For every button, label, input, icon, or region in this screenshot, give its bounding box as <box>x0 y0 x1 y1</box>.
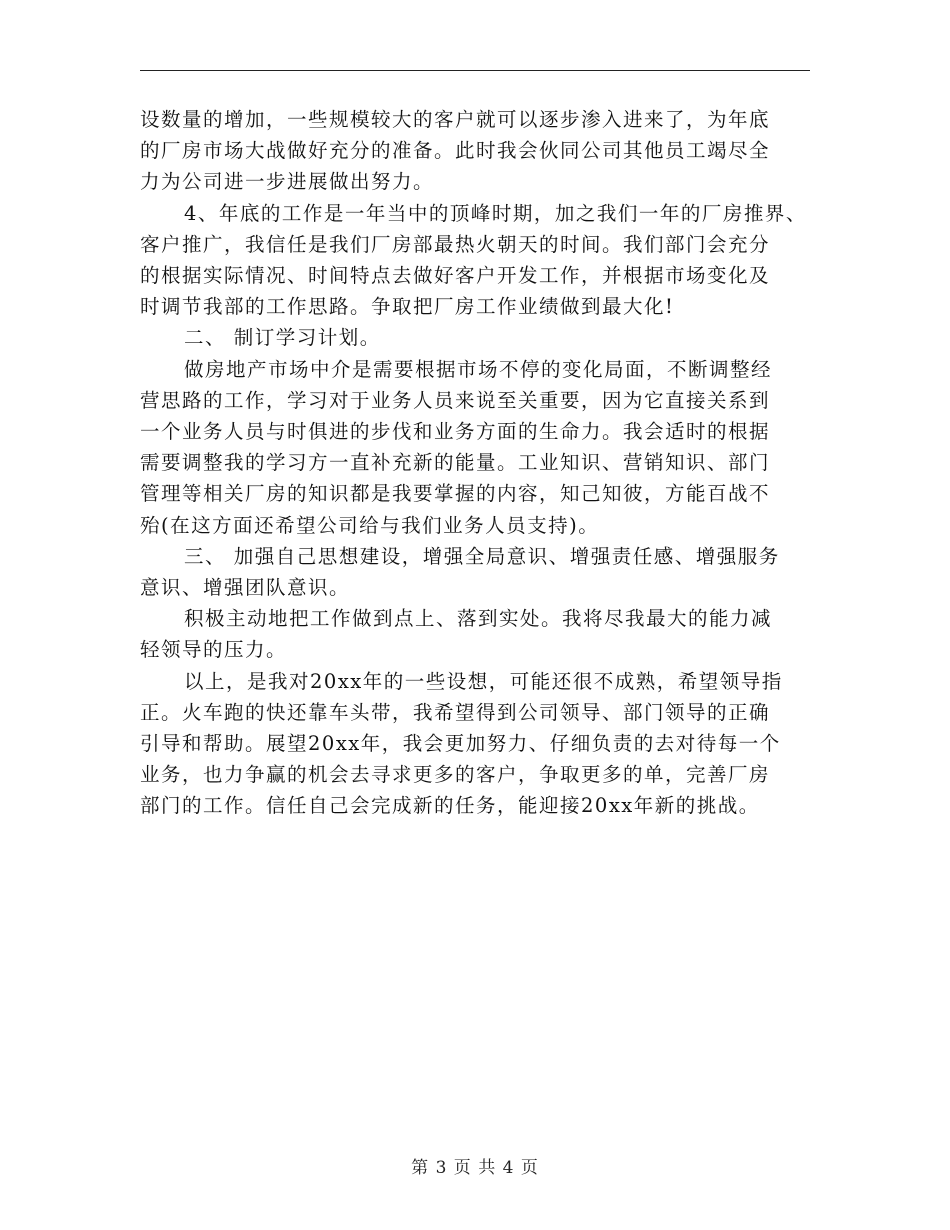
page-number: 第 3 页 共 4 页 <box>411 1158 539 1178</box>
section-heading: 三、 加强自己思想建设，增强全局意识、增强责任感、增强服务 <box>184 544 780 568</box>
text-line: 引导和帮助。展望20xx年，我会更加努力、仔细负责的去对待每一个 <box>140 732 781 756</box>
text-line: 正。火车跑的快还靠车头带，我希望得到公司领导、部门领导的正确 <box>140 700 771 724</box>
text-line: 的根据实际情况、时间特点去做好客户开发工作，并根据市场变化及 <box>140 264 771 288</box>
page-footer <box>0 1153 950 1178</box>
text-line: 意识、增强团队意识。 <box>140 576 351 600</box>
text-line: 力为公司进一步进展做出努力。 <box>140 170 435 194</box>
text-line: 业务，也力争赢的机会去寻求更多的客户，争取更多的单，完善厂房 <box>140 763 771 787</box>
text-line: 营思路的工作，学习对于业务人员来说至关重要，因为它直接关系到 <box>140 388 771 412</box>
text-line: 4、年底的工作是一年当中的顶峰时期，加之我们一年的厂房推界、 <box>184 201 807 225</box>
text-line: 做房地产市场中介是需要根据市场不停的变化局面，不断调整经 <box>184 357 773 381</box>
section-heading: 二、 制订学习计划。 <box>184 326 381 350</box>
text-line: 以上，是我对20xx年的一些设想，可能还很不成熟，希望领导指 <box>184 669 783 693</box>
header-rule <box>140 70 810 71</box>
text-line: 客户推广，我信任是我们厂房部最热火朝天的时间。我们部门会充分 <box>140 232 771 256</box>
document-body <box>140 104 830 822</box>
text-line: 部门的工作。信任自己会完成新的任务，能迎接20xx年新的挑战。 <box>140 794 760 818</box>
text-line: 积极主动地把工作做到点上、落到实处。我将尽我最大的能力减 <box>184 607 773 631</box>
text-line: 一个业务人员与时俱进的步伐和业务方面的生命力。我会适时的根据 <box>140 420 771 444</box>
text-line: 设数量的增加，一些规模较大的客户就可以逐步渗入进来了，为年底 <box>140 108 771 131</box>
text-line: 轻领导的压力。 <box>140 638 288 662</box>
text-line: 需要调整我的学习方一直补充新的能量。工业知识、营销知识、部门 <box>140 451 771 475</box>
text-line: 管理等相关厂房的知识都是我要掌握的内容，知己知彼，方能百战不 <box>140 482 771 506</box>
text-line: 殆(在这方面还希望公司给与我们业务人员支持)。 <box>140 513 600 537</box>
text-line: 时调节我部的工作思路。争取把厂房工作业绩做到最大化! <box>140 295 675 319</box>
text-line: 的厂房市场大战做好充分的准备。此时我会伙同公司其他员工竭尽全 <box>140 139 771 163</box>
